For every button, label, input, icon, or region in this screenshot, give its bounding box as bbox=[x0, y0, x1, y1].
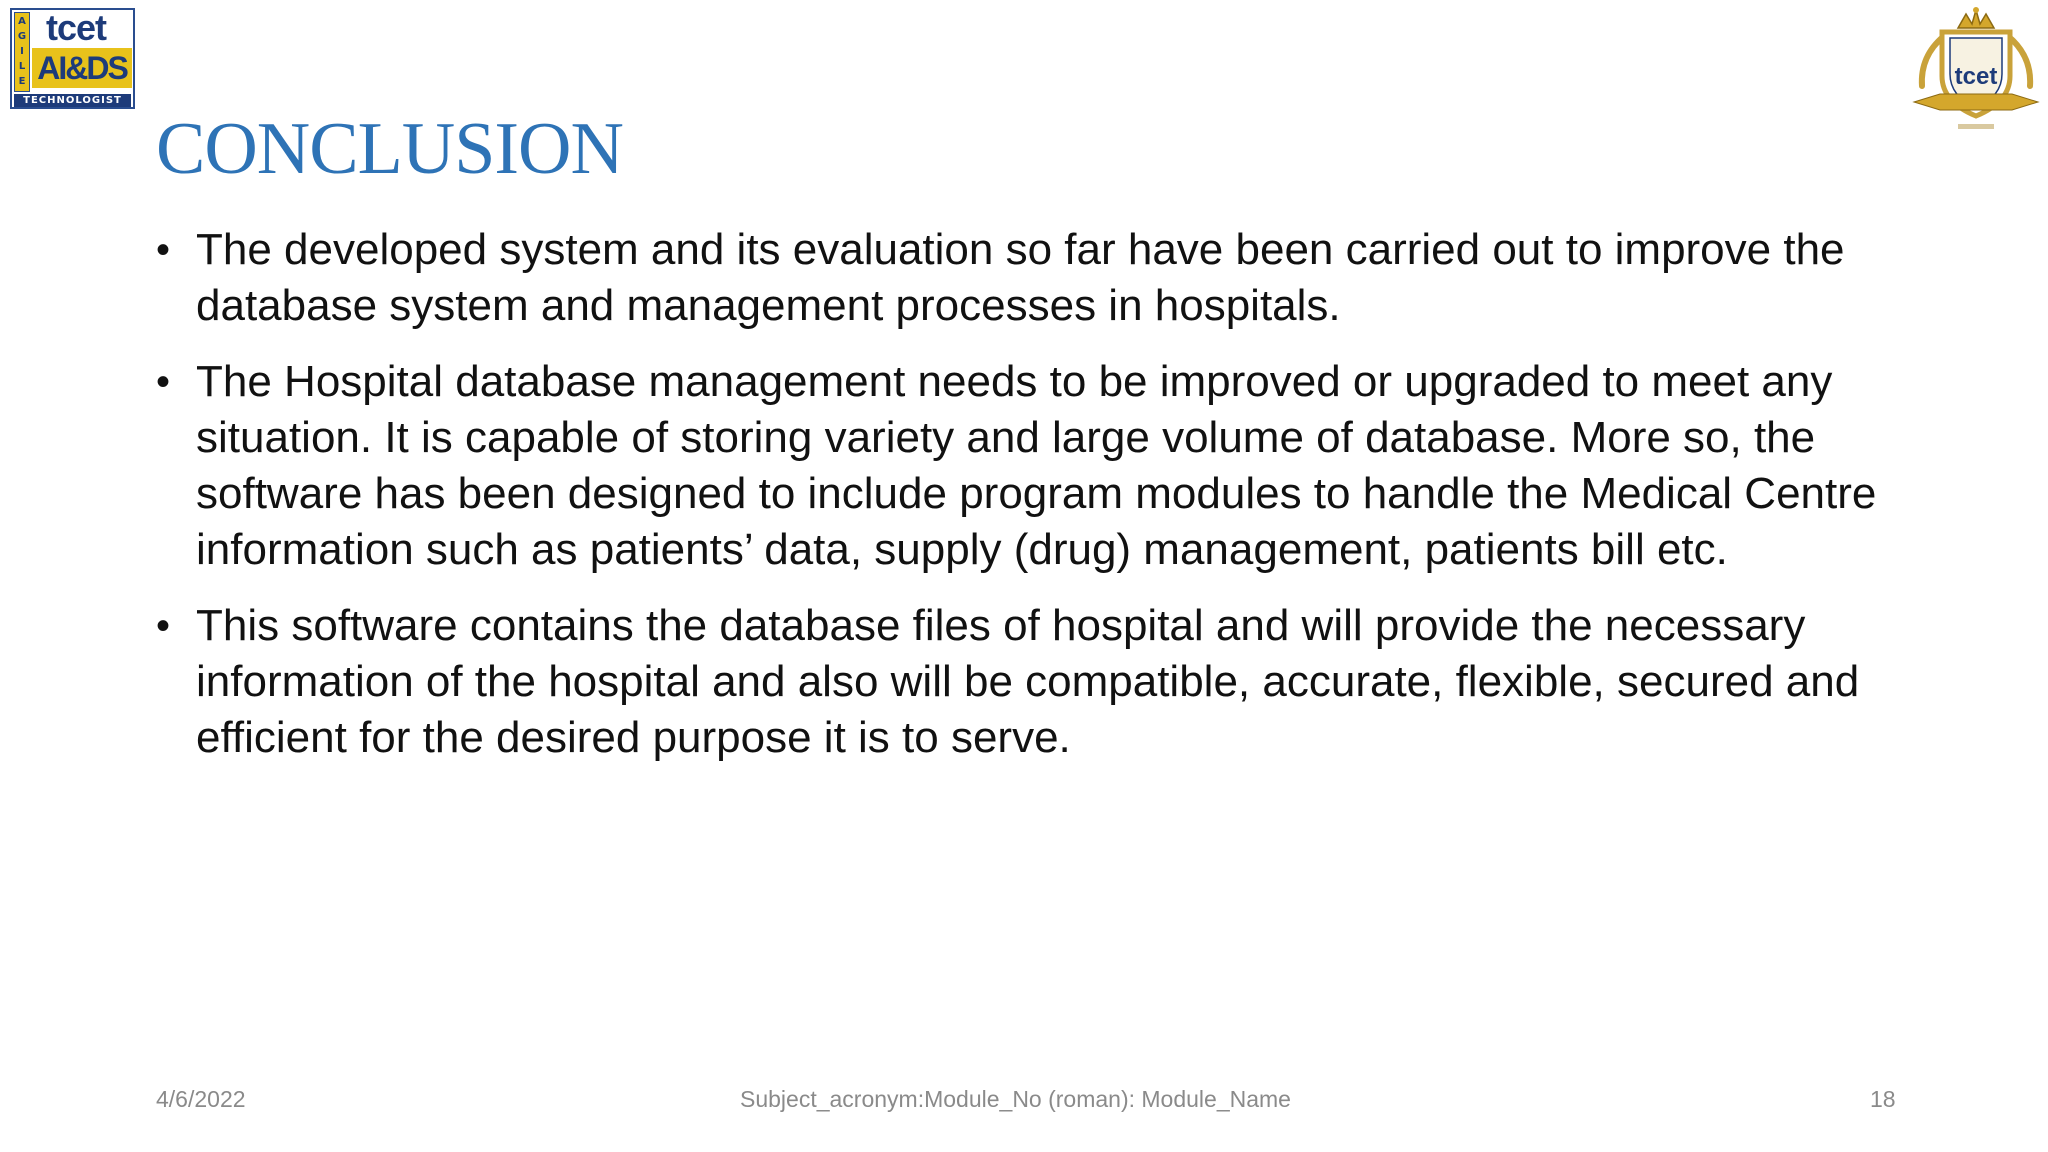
bullet-text: The Hospital database management needs to be improved or upgraded to meet any situation. It is capable of storing variety and large volume of database. More so, the software has been designed to include program modules to handle the Medical Centre information such as patients’ data, supply (drug) management, patients bill etc. bbox=[196, 357, 1877, 574]
agile-letter: G bbox=[17, 31, 27, 43]
crest-text: tcet bbox=[1954, 63, 1998, 90]
agile-letter: L bbox=[18, 60, 26, 72]
agile-letter: E bbox=[18, 75, 26, 87]
footer-date: 4/6/2022 bbox=[156, 1086, 246, 1112]
tcet-aids-logo-icon bbox=[10, 8, 135, 109]
slide-number: 18 bbox=[1870, 1086, 1896, 1112]
footer-subject: Subject_acronym:Module_No (roman): Module_Name bbox=[740, 1086, 1291, 1112]
bullet-item bbox=[156, 354, 1896, 578]
bullet-text: The developed system and its evaluation so far have been carried out to improve the database system and management processes in hospitals. bbox=[196, 225, 1845, 330]
crest-graphic bbox=[1910, 6, 2042, 132]
agile-strip bbox=[14, 12, 30, 92]
logo-aids-text: AI&DS bbox=[32, 48, 132, 88]
bullet-list bbox=[156, 222, 1896, 786]
bullet-item bbox=[156, 598, 1896, 766]
bullet-dot: • bbox=[156, 360, 171, 404]
bullet-dot: • bbox=[156, 604, 171, 648]
logo-tcet-text: tcet bbox=[46, 7, 107, 48]
bullet-item bbox=[156, 222, 1896, 334]
slide-title: CONCLUSION bbox=[156, 108, 623, 190]
logo-technologist-text: TECHNOLOGIST bbox=[14, 94, 131, 107]
agile-letter: A bbox=[18, 16, 26, 28]
agile-letter: I bbox=[20, 45, 24, 57]
bullet-dot: • bbox=[156, 228, 171, 272]
tcet-crest-logo-icon bbox=[1910, 6, 2042, 132]
bullet-text: This software contains the database files of hospital and will provide the necessary information of the hospital and also will be compatible, accurate, flexible, secured and efficient for the desired purpose it is to serve. bbox=[196, 601, 1860, 762]
